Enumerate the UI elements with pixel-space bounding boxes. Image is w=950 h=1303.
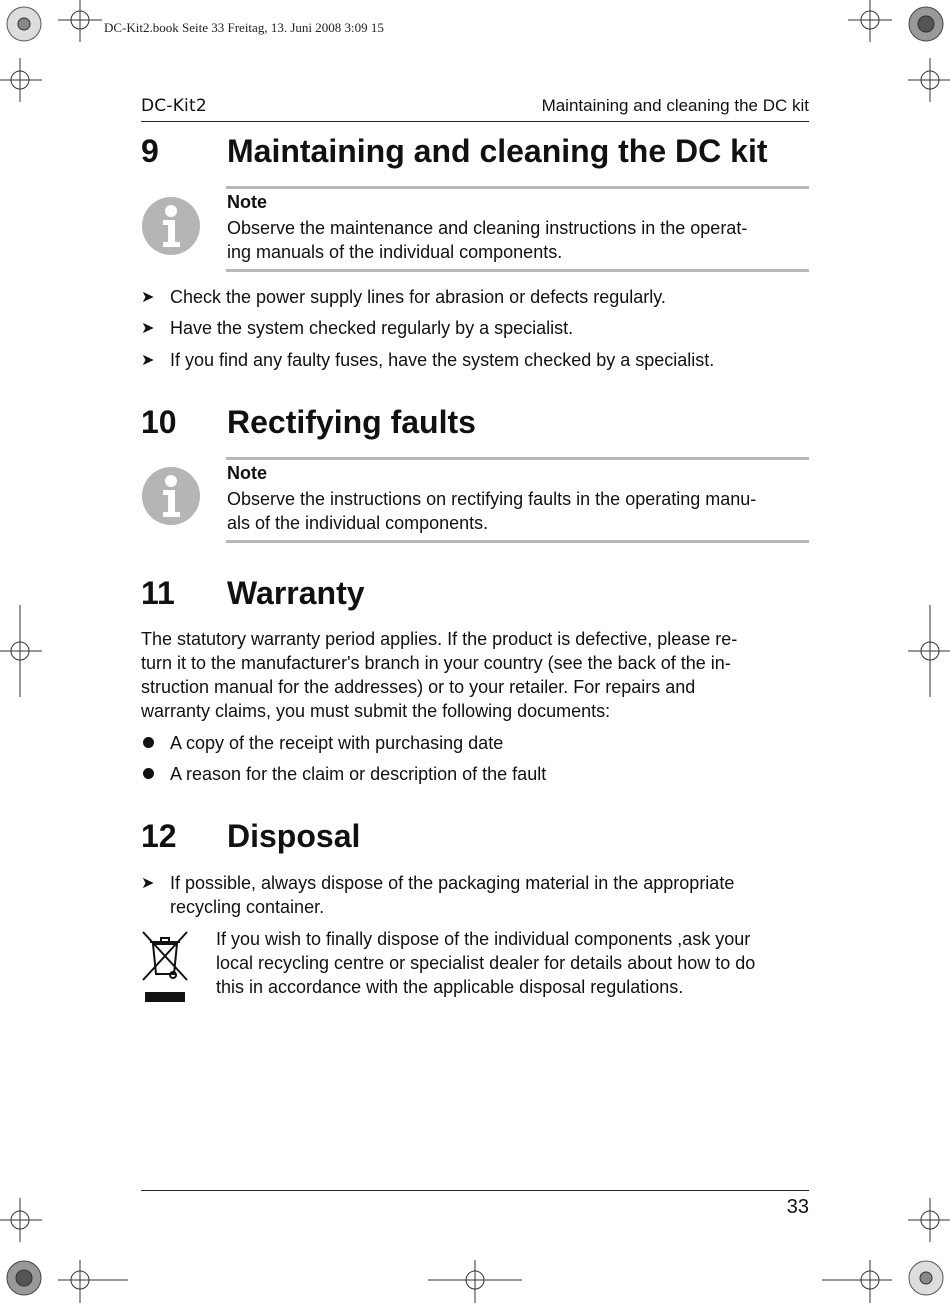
paragraph-line: The statutory warranty period applies. If the product is defective, please re- bbox=[141, 629, 738, 649]
info-icon bbox=[141, 466, 201, 526]
arrow-bullet-icon: ➤ bbox=[141, 289, 155, 306]
note-line: als of the individual components. bbox=[227, 513, 489, 533]
header-rule bbox=[141, 121, 809, 122]
dot-bullet-icon bbox=[143, 737, 154, 748]
section-number: 9 bbox=[141, 133, 159, 169]
note-line: Observe the instructions on rectifying faults in the operating manu- bbox=[227, 489, 757, 509]
running-header-left: DC-Kit2 bbox=[141, 96, 207, 116]
section-heading-9 bbox=[141, 133, 767, 170]
section-title: Maintaining and cleaning the DC kit bbox=[227, 133, 768, 169]
step-item: If you find any faulty fuses, have the system checked by a specialist. bbox=[170, 350, 715, 370]
note-rule-top bbox=[226, 457, 809, 460]
section-heading-10 bbox=[141, 404, 476, 441]
dot-bullet-icon bbox=[143, 768, 154, 779]
running-header-right: Maintaining and cleaning the DC kit bbox=[541, 96, 809, 115]
step-item: Have the system checked regularly by a specialist. bbox=[170, 318, 574, 338]
section-number: 11 bbox=[141, 575, 175, 611]
note-rule-bottom bbox=[226, 269, 809, 272]
step-line: If possible, always dispose of the packaging material in the appropriate bbox=[170, 873, 735, 893]
paragraph-line: turn it to the manufacturer's branch in your country (see the back of the in- bbox=[141, 653, 731, 673]
arrow-bullet-icon: ➤ bbox=[141, 320, 155, 337]
section-title: Rectifying faults bbox=[227, 404, 476, 440]
section-heading-12 bbox=[141, 818, 360, 855]
note-line: Observe the maintenance and cleaning instructions in the operat- bbox=[227, 218, 748, 238]
disposal-line: local recycling centre or specialist dealer for details about how to do bbox=[216, 953, 756, 973]
section-title: Disposal bbox=[227, 818, 361, 854]
section-number: 12 bbox=[141, 818, 177, 854]
step-item: Check the power supply lines for abrasion or defects regularly. bbox=[170, 287, 666, 307]
crossed-out-bin-icon bbox=[141, 930, 191, 1004]
print-slug: DC-Kit2.book Seite 33 Freitag, 13. Juni 2008 3:09 15 bbox=[104, 20, 384, 35]
page-number: 33 bbox=[786, 1196, 809, 1218]
section-heading-11 bbox=[141, 575, 365, 612]
footer-rule bbox=[141, 1190, 809, 1191]
paragraph-line: warranty claims, you must submit the following documents: bbox=[141, 701, 611, 721]
arrow-bullet-icon: ➤ bbox=[141, 875, 155, 892]
paragraph-line: struction manual for the addresses) or to your retailer. For repairs and bbox=[141, 677, 696, 697]
disposal-line: If you wish to finally dispose of the individual components ,ask your bbox=[216, 929, 751, 949]
section-title: Warranty bbox=[227, 575, 365, 611]
note-line: ing manuals of the individual components. bbox=[227, 242, 563, 262]
info-icon bbox=[141, 196, 201, 256]
bullet-item: A copy of the receipt with purchasing date bbox=[170, 733, 504, 753]
arrow-bullet-icon: ➤ bbox=[141, 352, 155, 369]
note-title: Note bbox=[227, 192, 267, 212]
step-line: recycling container. bbox=[170, 897, 325, 917]
disposal-line: this in accordance with the applicable disposal regulations. bbox=[216, 977, 684, 997]
note-rule-top bbox=[226, 186, 809, 189]
section-number: 10 bbox=[141, 404, 177, 440]
bullet-item: A reason for the claim or description of the fault bbox=[170, 764, 547, 784]
note-title: Note bbox=[227, 463, 267, 483]
note-rule-bottom bbox=[226, 540, 809, 543]
